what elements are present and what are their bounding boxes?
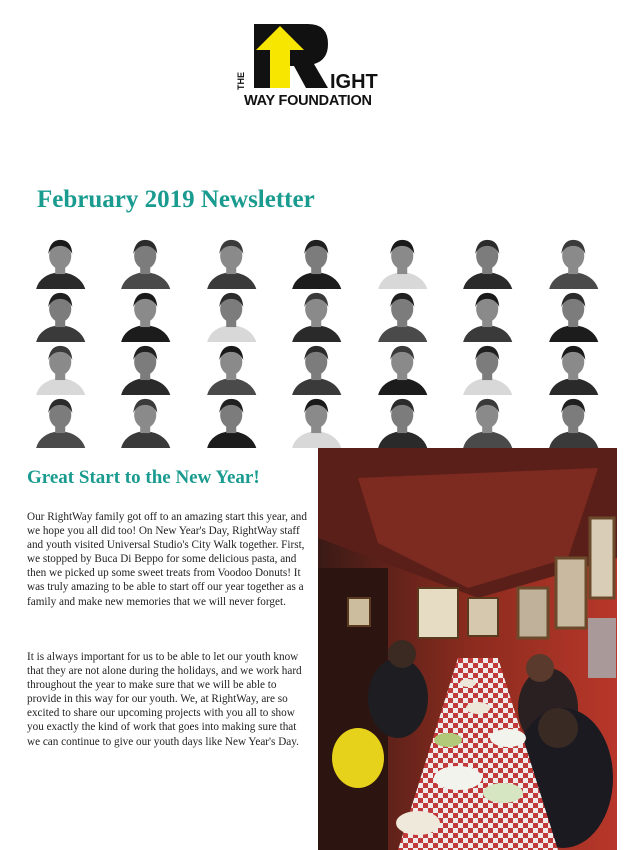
youth-portrait bbox=[445, 395, 530, 448]
youth-portrait bbox=[103, 236, 188, 289]
youth-portrait bbox=[274, 342, 359, 395]
logo-graphic bbox=[236, 22, 378, 110]
youth-portrait bbox=[189, 342, 274, 395]
youth-portrait bbox=[445, 236, 530, 289]
youth-portrait bbox=[360, 289, 445, 342]
youth-portrait bbox=[445, 289, 530, 342]
newsletter-title: February 2019 Newsletter bbox=[37, 186, 315, 213]
youth-portrait bbox=[18, 342, 103, 395]
rightway-logo bbox=[236, 22, 378, 110]
logo-the-text: THE bbox=[236, 72, 246, 90]
youth-portrait bbox=[531, 395, 616, 448]
youth-portrait bbox=[189, 289, 274, 342]
youth-portrait bbox=[103, 289, 188, 342]
youth-portrait bbox=[360, 236, 445, 289]
youth-portrait bbox=[103, 342, 188, 395]
youth-portrait bbox=[274, 289, 359, 342]
article-paragraph-2: It is always important for us to be able to let our youth know that they are not alone during the holidays, and we work hard throughout the year to make sure that we will be able to provide in this way for our youth. We, at RightWay, are so excited to share our upcoming projects with you all to show you exactly the kind of work that goes into making sure that we can continue to give our youth days like New Year's Day. bbox=[27, 651, 302, 748]
youth-portrait bbox=[360, 342, 445, 395]
youth-portrait bbox=[531, 289, 616, 342]
youth-portrait bbox=[531, 342, 616, 395]
logo-foundation-text: WAY FOUNDATION bbox=[244, 93, 372, 109]
youth-portrait-grid bbox=[18, 236, 616, 448]
youth-portrait bbox=[18, 236, 103, 289]
youth-portrait bbox=[274, 236, 359, 289]
youth-portrait bbox=[18, 395, 103, 448]
youth-portrait bbox=[360, 395, 445, 448]
youth-portrait bbox=[189, 236, 274, 289]
youth-portrait bbox=[445, 342, 530, 395]
logo-ight-text: IGHT bbox=[330, 71, 378, 93]
youth-portrait bbox=[18, 289, 103, 342]
youth-portrait bbox=[274, 395, 359, 448]
youth-portrait bbox=[531, 236, 616, 289]
article-paragraph-1: Our RightWay family got off to an amazing start this year, and we hope you all did too! On New Year's Day, RightWay staff and youth visited Universal Studio's City Walk together. First, we stopped by Buca Di Beppo for some delicious pasta, and then we picked up some sweet treats from Voodoo Donuts! It was truly amazing to be able to start off our year together as a family and make new memories that we will never forget. bbox=[27, 511, 307, 608]
section-title: Great Start to the New Year! bbox=[27, 467, 260, 488]
youth-portrait bbox=[103, 395, 188, 448]
restaurant-group-photo bbox=[318, 448, 617, 850]
youth-portrait bbox=[189, 395, 274, 448]
